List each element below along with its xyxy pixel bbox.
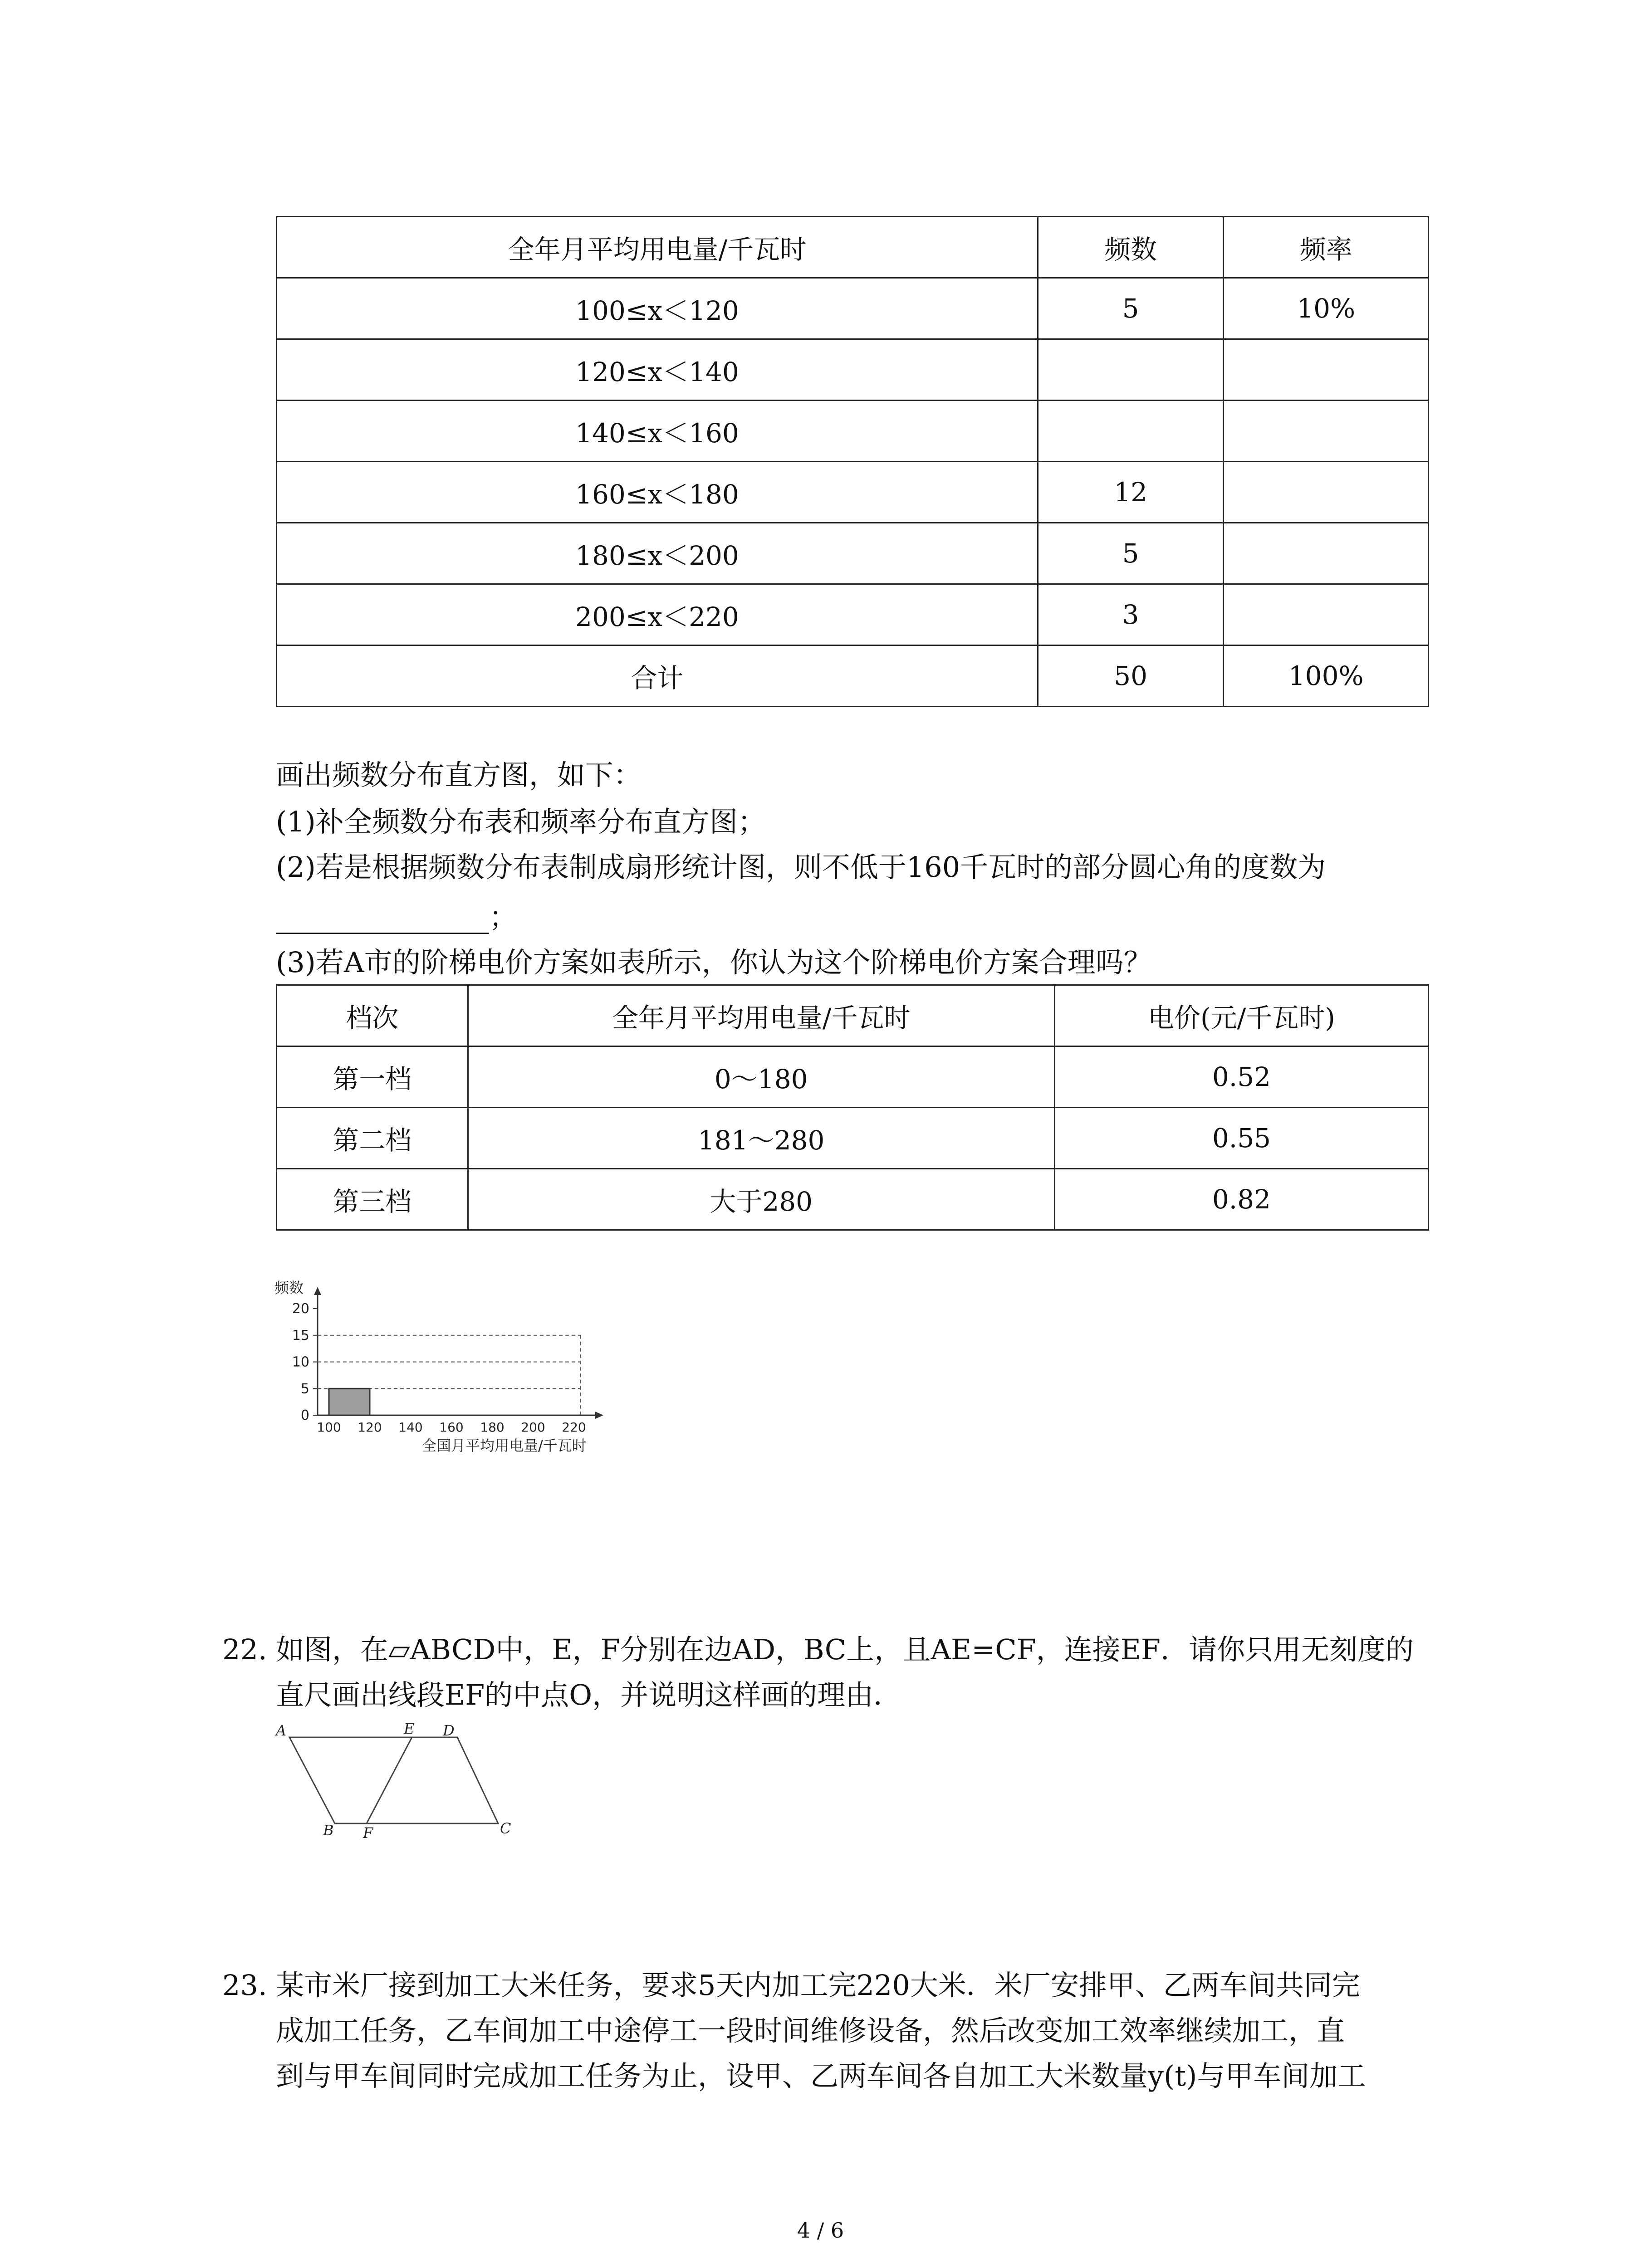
total-label-cell: 合计	[277, 645, 1038, 707]
label-b: B	[323, 1822, 334, 1839]
q23-line2: 成加工任务，乙车间加工中途停工一段时间维修设备，然后改变加工效率继续加工，直	[276, 2014, 1345, 2047]
tiered-price-table	[276, 984, 1429, 1231]
q21-part1: (1)补全频数分布表和频率分布直方图；	[276, 805, 766, 838]
segment-ef	[367, 1737, 412, 1823]
usage-cell: 181～280	[468, 1108, 1054, 1169]
table-total-row	[277, 645, 1429, 707]
q22-line1: 如图，在▱ABCD中，E，F分别在边AD，BC上，且AE=CF，连接EF．请你只用无刻度的	[276, 1633, 1414, 1666]
q21-part2-end: ；	[489, 900, 518, 934]
tier-cell: 第三档	[277, 1169, 468, 1230]
frequency-cell	[1224, 523, 1429, 584]
q23-line1: 某市米厂接到加工大米任务，要求5天内加工完220大米．米厂安排甲、乙两车间共同完	[276, 1969, 1360, 2002]
header-cell: 档次	[277, 985, 468, 1046]
table-row	[277, 1046, 1429, 1108]
x-axis-arrow	[595, 1412, 603, 1419]
x-tick-label: 200	[521, 1420, 545, 1435]
table-row	[277, 584, 1429, 645]
table-row	[277, 1108, 1429, 1169]
electricity-frequency-table	[276, 216, 1429, 707]
price-cell: 0.55	[1054, 1108, 1428, 1169]
range-cell: 180≤x＜200	[277, 523, 1038, 584]
y-tick-label: 0	[300, 1408, 309, 1423]
parallelogram-abcd	[289, 1737, 498, 1823]
frequency-cell: 10%	[1224, 278, 1429, 339]
x-tick-label: 160	[439, 1420, 464, 1435]
q21-part3: (3)若A市的阶梯电价方案如表所示，你认为这个阶梯电价方案合理吗？	[276, 946, 1152, 979]
page-number: 4 / 6	[797, 2218, 844, 2243]
q23-line3: 到与甲车间同时完成加工任务为止，设甲、乙两车间各自加工大米数量y(t)与甲车间加工	[276, 2059, 1366, 2092]
x-tick-label: 140	[398, 1420, 423, 1435]
tier-cell: 第一档	[277, 1046, 468, 1108]
q22-number: 22.	[222, 1633, 267, 1666]
q21-part2-answer-line	[276, 900, 517, 934]
header-cell: 全年月平均用电量/千瓦时	[277, 217, 1038, 278]
x-axis-label: 全国月平均用电量/千瓦时	[422, 1437, 587, 1454]
table-row	[277, 462, 1429, 523]
y-axis-arrow	[314, 1287, 321, 1295]
q22-line2: 直尺画出线段EF的中点O，并说明这样画的理由．	[276, 1678, 902, 1711]
y-tick-label: 5	[300, 1381, 309, 1397]
frequency-cell	[1224, 339, 1429, 401]
price-cell: 0.52	[1054, 1046, 1428, 1108]
table-row	[277, 1169, 1429, 1230]
label-d: D	[443, 1722, 455, 1739]
label-a: A	[276, 1722, 287, 1739]
label-f: F	[363, 1824, 373, 1842]
usage-cell: 大于280	[468, 1169, 1054, 1230]
y-tick-label: 15	[292, 1327, 309, 1344]
label-e: E	[404, 1720, 415, 1737]
x-tick-label: 220	[562, 1420, 586, 1435]
table-row	[277, 401, 1429, 462]
count-cell	[1038, 401, 1224, 462]
total-frequency-cell: 100%	[1224, 645, 1429, 707]
q21-intro: 画出频数分布直方图，如下：	[276, 758, 642, 792]
count-cell: 5	[1038, 278, 1224, 339]
range-cell: 200≤x＜220	[277, 584, 1038, 645]
range-cell: 100≤x＜120	[277, 278, 1038, 339]
price-cell: 0.82	[1054, 1169, 1428, 1230]
frequency-cell	[1224, 462, 1429, 523]
q21-part2: (2)若是根据频数分布表制成扇形统计图，则不低于160千瓦时的部分圆心角的度数为	[276, 850, 1326, 884]
frequency-cell	[1224, 584, 1429, 645]
answer-blank[interactable]	[276, 906, 489, 934]
tier-cell: 第二档	[277, 1108, 468, 1169]
count-cell	[1038, 339, 1224, 401]
header-cell: 频数	[1038, 217, 1224, 278]
label-c: C	[500, 1820, 511, 1837]
header-cell: 全年月平均用电量/千瓦时	[468, 985, 1054, 1046]
table-header-row	[277, 217, 1429, 278]
histogram-bar	[329, 1388, 370, 1415]
usage-cell: 0～180	[468, 1046, 1054, 1108]
count-cell: 12	[1038, 462, 1224, 523]
header-cell: 频率	[1224, 217, 1429, 278]
range-cell: 160≤x＜180	[277, 462, 1038, 523]
x-tick-label: 120	[358, 1420, 382, 1435]
parallelogram-figure	[268, 1719, 522, 1842]
y-tick-label: 20	[292, 1301, 309, 1317]
x-tick-label: 180	[480, 1420, 505, 1435]
range-cell: 120≤x＜140	[277, 339, 1038, 401]
total-count-cell: 50	[1038, 645, 1224, 707]
y-axis-label: 频数	[274, 1279, 304, 1296]
table-header-row	[277, 985, 1429, 1046]
q23-number: 23.	[222, 1969, 267, 2002]
table-row	[277, 339, 1429, 401]
table-row	[277, 278, 1429, 339]
count-cell: 3	[1038, 584, 1224, 645]
table-row	[277, 523, 1429, 584]
y-tick-label: 10	[292, 1354, 309, 1370]
x-tick-label: 100	[317, 1420, 341, 1435]
header-cell: 电价(元/千瓦时)	[1054, 985, 1428, 1046]
count-cell: 5	[1038, 523, 1224, 584]
range-cell: 140≤x＜160	[277, 401, 1038, 462]
frequency-cell	[1224, 401, 1429, 462]
frequency-histogram	[263, 1266, 671, 1456]
